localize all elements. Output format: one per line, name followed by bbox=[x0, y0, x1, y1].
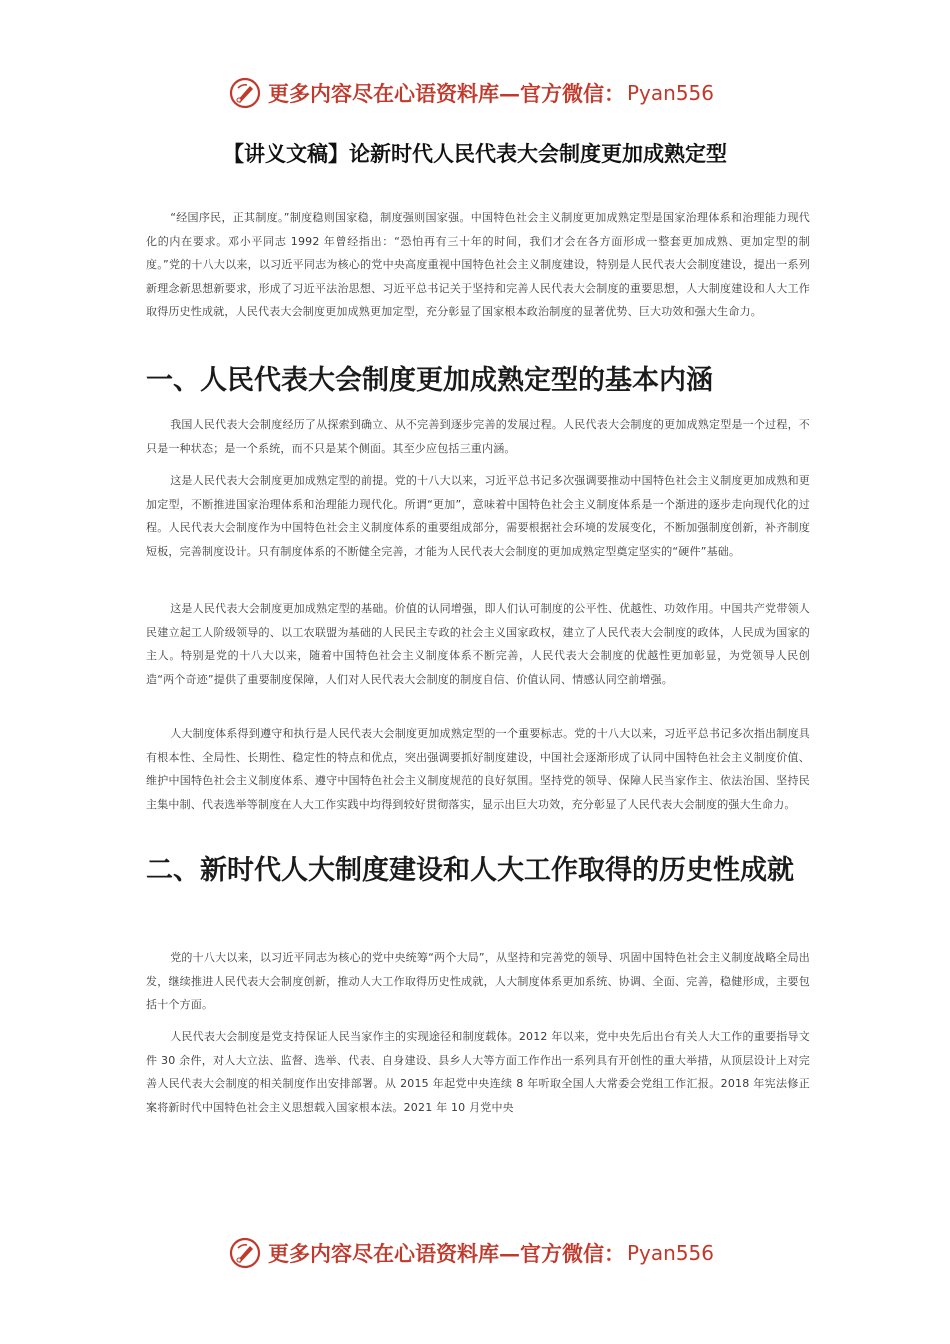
banner-contact: Pyan556 bbox=[627, 1241, 715, 1265]
section-heading-2: 二、新时代人大制度建设和人大工作取得的历史性成就 bbox=[146, 855, 794, 886]
banner-text: 更多内容尽在心语资料库—官方微信： bbox=[268, 1241, 625, 1266]
header-banner bbox=[228, 76, 748, 110]
library-logo-icon bbox=[228, 1236, 262, 1270]
section1-paragraph-4: 人大制度体系得到遵守和执行是人民代表大会制度更加成熟定型的一个重要标志。党的十八大以来，习近平总书记多次指出制度具有根本性、全局性、长期性、稳定性的特点和优点，突出强调要抓好制度建设，中国社会逐渐形成了认同中国特色社会主义制度价值、维护中国特色社会主义制度体系、遵守中国特色社会主义制度规范的良好氛围。坚持党的领导、保障人民当家作主、依法治国、坚持民主集中制、代表选举等制度在人大工作实践中均得到较好贯彻落实，显示出巨大功效，充分彰显了人民代表大会制度的强大生命力。 bbox=[146, 727, 810, 811]
footer-banner bbox=[228, 1236, 748, 1270]
banner-text: 更多内容尽在心语资料库—官方微信： bbox=[268, 81, 625, 106]
intro-paragraph: “经国序民，正其制度。”制度稳则国家稳，制度强则国家强。中国特色社会主义制度更加成熟定型是国家治理体系和治理能力现代化的内在要求。邓小平同志 1992 年曾经指出：“恐怕再有三十年的时间，我们才会在各方面形成一整套更加成熟、更加定型的制度。”党的十八大以来，以习近平同志为核心的党中央高度重视中国特色社会主义制度建设，特别是人民代表大会制度建设，提出一系列新理念新思想新要求，形成了习近平法治思想、习近平总书记关于坚持和完善人民代表大会制度的重要思想，人大制度建设和人大工作取得历史性成就，人民代表大会制度更加成熟更加定型，充分彰显了国家根本政治制度的显著优势、巨大功效和强大生命力。 bbox=[146, 211, 810, 318]
section1-paragraph-2: 这是人民代表大会制度更加成熟定型的前提。党的十八大以来，习近平总书记多次强调要推动中国特色社会主义制度更加成熟和更加定型，不断推进国家治理体系和治理能力现代化。所谓“更加”，意味着中国特色社会主义制度体系是一个渐进的逐步走向现代化的过程。人民代表大会制度作为中国特色社会主义制度体系的重要组成部分，需要根据社会环境的发展变化，不断加强制度创新，补齐制度短板，完善制度设计。只有制度体系的不断健全完善，才能为人民代表大会制度的更加成熟定型奠定坚实的“硬件”基础。 bbox=[146, 474, 810, 558]
section2-paragraph-2: 人民代表大会制度是党支持保证人民当家作主的实现途径和制度载体。2012 年以来，党中央先后出台有关人大工作的重要指导文件 30 余件，对人大立法、监督、选举、代表、自身建设、县乡人大等方面工作作出一系列具有开创性的重大举措，从顶层设计上对完善人民代表大会制度的相关制度作出安排部署。从 2015 年起党中央连续 8 年听取全国人大常委会党组工作汇报。2018 年宪法修正案将新时代中国特色社会主义思想载入国家根本法。2021 年 10 月党中央 bbox=[146, 1030, 810, 1114]
banner-contact: Pyan556 bbox=[627, 81, 715, 105]
section1-paragraph-1: 我国人民代表大会制度经历了从探索到确立、从不完善到逐步完善的发展过程。人民代表大会制度的更加成熟定型是一个过程，不只是一种状态；是一个系统，而不只是某个侧面。其至少应包括三重内涵。 bbox=[146, 418, 810, 455]
library-logo-icon bbox=[228, 76, 262, 110]
document-title: 【讲义文稿】论新时代人民代表大会制度更加成熟定型 bbox=[223, 142, 727, 166]
section2-paragraph-1: 党的十八大以来，以习近平同志为核心的党中央统筹“两个大局”，从坚持和完善党的领导、巩固中国特色社会主义制度战略全局出发，继续推进人民代表大会制度创新，推动人大工作取得历史性成就，人大制度体系更加系统、协调、全面、完善，稳健形成，主要包括十个方面。 bbox=[146, 951, 810, 1011]
section-heading-1: 一、人民代表大会制度更加成熟定型的基本内涵 bbox=[146, 365, 713, 396]
section1-paragraph-3: 这是人民代表大会制度更加成熟定型的基础。价值的认同增强，即人们认可制度的公平性、优越性、功效作用。中国共产党带领人民建立起工人阶级领导的、以工农联盟为基础的人民民主专政的社会主义国家政权，建立了人民代表大会制度的政体，人民成为国家的主人。特别是党的十八大以来，随着中国特色社会主义制度体系不断完善，人民代表大会制度的优越性更加彰显，为党领导人民创造“两个奇迹”提供了重要制度保障，人们对人民代表大会制度的制度自信、价值认同、情感认同空前增强。 bbox=[146, 602, 810, 686]
